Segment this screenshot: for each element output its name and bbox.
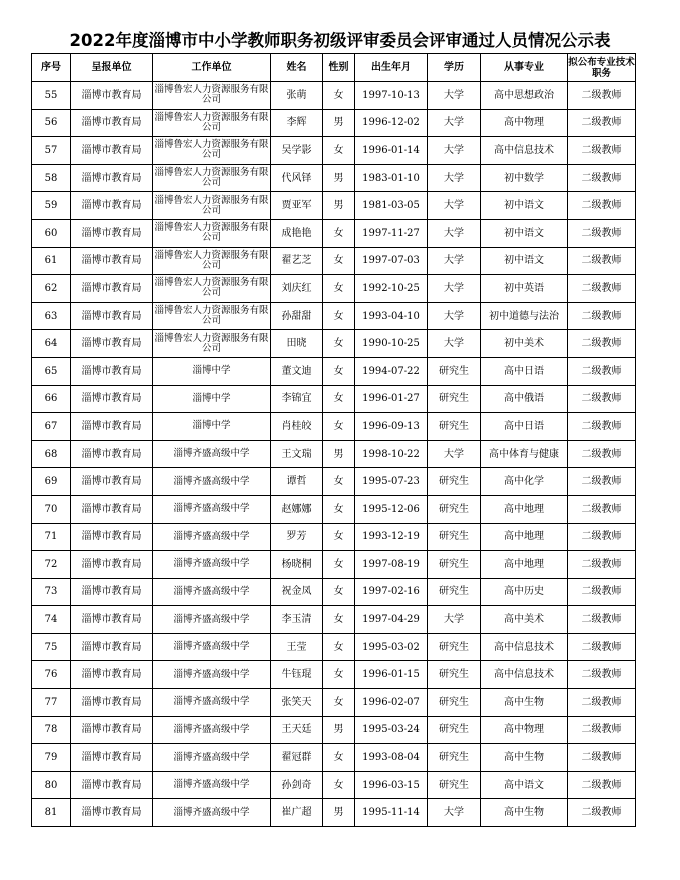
row-number-cell: 81: [32, 799, 71, 827]
table-row: [32, 385, 636, 413]
row-number-cell: 74: [32, 606, 71, 634]
major-cell: 高中生物: [481, 689, 568, 717]
person-name-cell: 孙剑奇: [271, 771, 323, 799]
row-number-cell: 61: [32, 247, 71, 275]
birth-date-cell: 1990-10-25: [355, 330, 428, 358]
row-number-cell: 69: [32, 468, 71, 496]
birth-date-cell: 1993-04-10: [355, 302, 428, 330]
table-row: [32, 551, 636, 579]
table-row: [32, 771, 636, 799]
person-name-cell: 董文迪: [271, 357, 323, 385]
reporting-unit-cell: 淄博市教育局: [71, 551, 153, 579]
work-unit-cell: 淄博齐盛高级中学: [153, 689, 271, 717]
table-row: [32, 716, 636, 744]
reporting-unit-cell: 淄博市教育局: [71, 302, 153, 330]
person-name-cell: 祝金凤: [271, 578, 323, 606]
reporting-unit-cell: 淄博市教育局: [71, 523, 153, 551]
education-cell: 研究生: [428, 744, 481, 772]
major-cell: 高中信息技术: [481, 633, 568, 661]
major-cell: 高中物理: [481, 109, 568, 137]
header-no: 序号: [32, 54, 71, 82]
birth-date-cell: 1997-11-27: [355, 219, 428, 247]
table-row: [32, 606, 636, 634]
table-row: [32, 109, 636, 137]
row-number-cell: 72: [32, 551, 71, 579]
person-name-cell: 贾亚军: [271, 192, 323, 220]
row-number-cell: 80: [32, 771, 71, 799]
major-cell: 初中语文: [481, 247, 568, 275]
gender-cell: 女: [323, 606, 355, 634]
gender-cell: 男: [323, 440, 355, 468]
reporting-unit-cell: 淄博市教育局: [71, 495, 153, 523]
work-unit-cell: 淄博齐盛高级中学: [153, 523, 271, 551]
row-number-cell: 56: [32, 109, 71, 137]
birth-date-cell: 1997-02-16: [355, 578, 428, 606]
education-cell: 研究生: [428, 633, 481, 661]
birth-date-cell: 1993-12-19: [355, 523, 428, 551]
reporting-unit-cell: 淄博市教育局: [71, 771, 153, 799]
header-education: 学历: [428, 54, 481, 82]
header-gender: 性别: [323, 54, 355, 82]
table-header-row: [32, 54, 636, 82]
professional-title-cell: 二级教师: [568, 661, 636, 689]
work-unit-cell: 淄博齐盛高级中学: [153, 551, 271, 579]
reporting-unit-cell: 淄博市教育局: [71, 219, 153, 247]
professional-title-cell: 二级教师: [568, 330, 636, 358]
birth-date-cell: 1996-09-13: [355, 413, 428, 441]
birth-date-cell: 1995-12-06: [355, 495, 428, 523]
table-row: [32, 192, 636, 220]
education-cell: 研究生: [428, 578, 481, 606]
major-cell: 初中道德与法治: [481, 302, 568, 330]
reporting-unit-cell: 淄博市教育局: [71, 247, 153, 275]
birth-date-cell: 1996-03-15: [355, 771, 428, 799]
header-title: 拟公布专业技术职务: [568, 54, 636, 82]
gender-cell: 女: [323, 219, 355, 247]
gender-cell: 男: [323, 716, 355, 744]
table-row: [32, 440, 636, 468]
education-cell: 大学: [428, 219, 481, 247]
professional-title-cell: 二级教师: [568, 495, 636, 523]
professional-title-cell: 二级教师: [568, 523, 636, 551]
professional-title-cell: 二级教师: [568, 716, 636, 744]
work-unit-cell: 淄博齐盛高级中学: [153, 661, 271, 689]
person-name-cell: 张萌: [271, 82, 323, 110]
table-row: [32, 275, 636, 303]
major-cell: 初中语文: [481, 219, 568, 247]
row-number-cell: 73: [32, 578, 71, 606]
row-number-cell: 67: [32, 413, 71, 441]
work-unit-cell: 淄博鲁宏人力资源服务有限公司: [153, 275, 271, 303]
gender-cell: 男: [323, 164, 355, 192]
person-name-cell: 肖桂皎: [271, 413, 323, 441]
birth-date-cell: 1995-03-02: [355, 633, 428, 661]
major-cell: 高中物理: [481, 716, 568, 744]
work-unit-cell: 淄博齐盛高级中学: [153, 633, 271, 661]
professional-title-cell: 二级教师: [568, 302, 636, 330]
education-cell: 大学: [428, 137, 481, 165]
education-cell: 大学: [428, 440, 481, 468]
major-cell: 高中体育与健康: [481, 440, 568, 468]
work-unit-cell: 淄博齐盛高级中学: [153, 578, 271, 606]
person-name-cell: 张笑天: [271, 689, 323, 717]
gender-cell: 男: [323, 109, 355, 137]
work-unit-cell: 淄博中学: [153, 385, 271, 413]
birth-date-cell: 1996-01-27: [355, 385, 428, 413]
gender-cell: 女: [323, 771, 355, 799]
professional-title-cell: 二级教师: [568, 192, 636, 220]
major-cell: 高中地理: [481, 523, 568, 551]
table-body: [32, 82, 636, 827]
reporting-unit-cell: 淄博市教育局: [71, 413, 153, 441]
reporting-unit-cell: 淄博市教育局: [71, 661, 153, 689]
person-name-cell: 李锦宜: [271, 385, 323, 413]
person-name-cell: 王文瑞: [271, 440, 323, 468]
professional-title-cell: 二级教师: [568, 82, 636, 110]
major-cell: 高中历史: [481, 578, 568, 606]
header-major: 从事专业: [481, 54, 568, 82]
person-name-cell: 刘庆红: [271, 275, 323, 303]
education-cell: 研究生: [428, 495, 481, 523]
table-row: [32, 799, 636, 827]
birth-date-cell: 1995-07-23: [355, 468, 428, 496]
gender-cell: 男: [323, 192, 355, 220]
education-cell: 研究生: [428, 413, 481, 441]
birth-date-cell: 1997-08-19: [355, 551, 428, 579]
table-row: [32, 137, 636, 165]
professional-title-cell: 二级教师: [568, 744, 636, 772]
reporting-unit-cell: 淄博市教育局: [71, 357, 153, 385]
major-cell: 高中日语: [481, 357, 568, 385]
table-row: [32, 578, 636, 606]
reporting-unit-cell: 淄博市教育局: [71, 468, 153, 496]
person-name-cell: 孙甜甜: [271, 302, 323, 330]
row-number-cell: 76: [32, 661, 71, 689]
work-unit-cell: 淄博中学: [153, 357, 271, 385]
education-cell: 大学: [428, 192, 481, 220]
major-cell: 高中地理: [481, 551, 568, 579]
table-row: [32, 468, 636, 496]
person-name-cell: 代风铎: [271, 164, 323, 192]
person-name-cell: 罗芳: [271, 523, 323, 551]
education-cell: 研究生: [428, 661, 481, 689]
reporting-unit-cell: 淄博市教育局: [71, 799, 153, 827]
work-unit-cell: 淄博鲁宏人力资源服务有限公司: [153, 247, 271, 275]
row-number-cell: 65: [32, 357, 71, 385]
person-name-cell: 翟艺芝: [271, 247, 323, 275]
birth-date-cell: 1996-02-07: [355, 689, 428, 717]
education-cell: 大学: [428, 330, 481, 358]
professional-title-cell: 二级教师: [568, 109, 636, 137]
education-cell: 大学: [428, 302, 481, 330]
table-row: [32, 164, 636, 192]
table-row: [32, 495, 636, 523]
reporting-unit-cell: 淄博市教育局: [71, 440, 153, 468]
major-cell: 高中信息技术: [481, 661, 568, 689]
table-row: [32, 661, 636, 689]
birth-date-cell: 1996-01-15: [355, 661, 428, 689]
education-cell: 研究生: [428, 551, 481, 579]
gender-cell: 女: [323, 275, 355, 303]
work-unit-cell: 淄博鲁宏人力资源服务有限公司: [153, 109, 271, 137]
major-cell: 高中信息技术: [481, 137, 568, 165]
professional-title-cell: 二级教师: [568, 578, 636, 606]
page-title: 2022年度淄博市中小学教师职务初级评审委员会评审通过人员情况公示表: [69, 31, 611, 50]
gender-cell: 女: [323, 744, 355, 772]
person-name-cell: 王莹: [271, 633, 323, 661]
gender-cell: 女: [323, 578, 355, 606]
birth-date-cell: 1997-10-13: [355, 82, 428, 110]
professional-title-cell: 二级教师: [568, 440, 636, 468]
gender-cell: 女: [323, 413, 355, 441]
professional-title-cell: 二级教师: [568, 164, 636, 192]
table-row: [32, 523, 636, 551]
table-row: [32, 689, 636, 717]
birth-date-cell: 1997-07-03: [355, 247, 428, 275]
table-row: [32, 247, 636, 275]
professional-title-cell: 二级教师: [568, 137, 636, 165]
work-unit-cell: 淄博齐盛高级中学: [153, 799, 271, 827]
work-unit-cell: 淄博鲁宏人力资源服务有限公司: [153, 302, 271, 330]
major-cell: 初中语文: [481, 192, 568, 220]
table-row: [32, 357, 636, 385]
work-unit-cell: 淄博齐盛高级中学: [153, 606, 271, 634]
table-row: [32, 633, 636, 661]
gender-cell: 女: [323, 551, 355, 579]
row-number-cell: 78: [32, 716, 71, 744]
birth-date-cell: 1981-03-05: [355, 192, 428, 220]
work-unit-cell: 淄博鲁宏人力资源服务有限公司: [153, 219, 271, 247]
gender-cell: 女: [323, 357, 355, 385]
header-work-unit: 工作单位: [153, 54, 271, 82]
person-name-cell: 吴学影: [271, 137, 323, 165]
education-cell: 大学: [428, 606, 481, 634]
reporting-unit-cell: 淄博市教育局: [71, 689, 153, 717]
person-name-cell: 李玉清: [271, 606, 323, 634]
work-unit-cell: 淄博齐盛高级中学: [153, 468, 271, 496]
gender-cell: 女: [323, 137, 355, 165]
professional-title-cell: 二级教师: [568, 468, 636, 496]
person-name-cell: 牛钰琨: [271, 661, 323, 689]
reporting-unit-cell: 淄博市教育局: [71, 330, 153, 358]
major-cell: 高中日语: [481, 413, 568, 441]
professional-title-cell: 二级教师: [568, 689, 636, 717]
professional-title-cell: 二级教师: [568, 357, 636, 385]
person-name-cell: 谭哲: [271, 468, 323, 496]
education-cell: 研究生: [428, 523, 481, 551]
row-number-cell: 63: [32, 302, 71, 330]
work-unit-cell: 淄博齐盛高级中学: [153, 440, 271, 468]
work-unit-cell: 淄博齐盛高级中学: [153, 716, 271, 744]
reporting-unit-cell: 淄博市教育局: [71, 109, 153, 137]
major-cell: 初中英语: [481, 275, 568, 303]
birth-date-cell: 1995-03-24: [355, 716, 428, 744]
birth-date-cell: 1996-01-14: [355, 137, 428, 165]
reporting-unit-cell: 淄博市教育局: [71, 716, 153, 744]
row-number-cell: 59: [32, 192, 71, 220]
work-unit-cell: 淄博齐盛高级中学: [153, 744, 271, 772]
education-cell: 研究生: [428, 716, 481, 744]
gender-cell: 女: [323, 661, 355, 689]
person-name-cell: 赵娜娜: [271, 495, 323, 523]
major-cell: 高中思想政治: [481, 82, 568, 110]
education-cell: 大学: [428, 799, 481, 827]
table-row: [32, 219, 636, 247]
reporting-unit-cell: 淄博市教育局: [71, 137, 153, 165]
work-unit-cell: 淄博鲁宏人力资源服务有限公司: [153, 192, 271, 220]
major-cell: 高中化学: [481, 468, 568, 496]
reporting-unit-cell: 淄博市教育局: [71, 744, 153, 772]
gender-cell: 女: [323, 523, 355, 551]
row-number-cell: 60: [32, 219, 71, 247]
person-name-cell: 翟冠群: [271, 744, 323, 772]
gender-cell: 女: [323, 495, 355, 523]
header-name: 姓名: [271, 54, 323, 82]
person-name-cell: 李辉: [271, 109, 323, 137]
table-row: [32, 302, 636, 330]
row-number-cell: 57: [32, 137, 71, 165]
major-cell: 高中地理: [481, 495, 568, 523]
birth-date-cell: 1996-12-02: [355, 109, 428, 137]
education-cell: 研究生: [428, 689, 481, 717]
professional-title-cell: 二级教师: [568, 219, 636, 247]
professional-title-cell: 二级教师: [568, 275, 636, 303]
reporting-unit-cell: 淄博市教育局: [71, 164, 153, 192]
person-name-cell: 王天廷: [271, 716, 323, 744]
row-number-cell: 71: [32, 523, 71, 551]
birth-date-cell: 1993-08-04: [355, 744, 428, 772]
birth-date-cell: 1992-10-25: [355, 275, 428, 303]
person-name-cell: 崔广超: [271, 799, 323, 827]
reporting-unit-cell: 淄博市教育局: [71, 385, 153, 413]
row-number-cell: 58: [32, 164, 71, 192]
major-cell: 高中生物: [481, 744, 568, 772]
gender-cell: 女: [323, 689, 355, 717]
major-cell: 高中俄语: [481, 385, 568, 413]
person-name-cell: 杨晓桐: [271, 551, 323, 579]
table-row: [32, 744, 636, 772]
row-number-cell: 79: [32, 744, 71, 772]
birth-date-cell: 1997-04-29: [355, 606, 428, 634]
gender-cell: 女: [323, 468, 355, 496]
professional-title-cell: 二级教师: [568, 551, 636, 579]
professional-title-cell: 二级教师: [568, 633, 636, 661]
birth-date-cell: 1998-10-22: [355, 440, 428, 468]
reporting-unit-cell: 淄博市教育局: [71, 633, 153, 661]
major-cell: 高中生物: [481, 799, 568, 827]
work-unit-cell: 淄博鲁宏人力资源服务有限公司: [153, 137, 271, 165]
row-number-cell: 77: [32, 689, 71, 717]
gender-cell: 女: [323, 633, 355, 661]
professional-title-cell: 二级教师: [568, 606, 636, 634]
work-unit-cell: 淄博齐盛高级中学: [153, 495, 271, 523]
major-cell: 高中美术: [481, 606, 568, 634]
person-name-cell: 田晓: [271, 330, 323, 358]
major-cell: 高中语文: [481, 771, 568, 799]
gender-cell: 男: [323, 799, 355, 827]
work-unit-cell: 淄博齐盛高级中学: [153, 771, 271, 799]
row-number-cell: 62: [32, 275, 71, 303]
education-cell: 研究生: [428, 771, 481, 799]
professional-title-cell: 二级教师: [568, 247, 636, 275]
work-unit-cell: 淄博鲁宏人力资源服务有限公司: [153, 82, 271, 110]
reporting-unit-cell: 淄博市教育局: [71, 606, 153, 634]
major-cell: 初中数学: [481, 164, 568, 192]
reporting-unit-cell: 淄博市教育局: [71, 578, 153, 606]
row-number-cell: 68: [32, 440, 71, 468]
reporting-unit-cell: 淄博市教育局: [71, 82, 153, 110]
birth-date-cell: 1994-07-22: [355, 357, 428, 385]
header-birth: 出生年月: [355, 54, 428, 82]
education-cell: 研究生: [428, 385, 481, 413]
education-cell: 大学: [428, 247, 481, 275]
work-unit-cell: 淄博中学: [153, 413, 271, 441]
education-cell: 大学: [428, 109, 481, 137]
reporting-unit-cell: 淄博市教育局: [71, 192, 153, 220]
professional-title-cell: 二级教师: [568, 771, 636, 799]
education-cell: 大学: [428, 164, 481, 192]
education-cell: 研究生: [428, 357, 481, 385]
gender-cell: 女: [323, 330, 355, 358]
roster-table: [31, 53, 636, 827]
row-number-cell: 66: [32, 385, 71, 413]
gender-cell: 女: [323, 247, 355, 275]
professional-title-cell: 二级教师: [568, 385, 636, 413]
work-unit-cell: 淄博鲁宏人力资源服务有限公司: [153, 164, 271, 192]
table-row: [32, 82, 636, 110]
gender-cell: 女: [323, 385, 355, 413]
row-number-cell: 75: [32, 633, 71, 661]
birth-date-cell: 1995-11-14: [355, 799, 428, 827]
row-number-cell: 64: [32, 330, 71, 358]
person-name-cell: 成艳艳: [271, 219, 323, 247]
education-cell: 大学: [428, 82, 481, 110]
table-row: [32, 330, 636, 358]
gender-cell: 女: [323, 302, 355, 330]
education-cell: 研究生: [428, 468, 481, 496]
professional-title-cell: 二级教师: [568, 799, 636, 827]
birth-date-cell: 1983-01-10: [355, 164, 428, 192]
major-cell: 初中美术: [481, 330, 568, 358]
row-number-cell: 70: [32, 495, 71, 523]
header-reporting-unit: 呈报单位: [71, 54, 153, 82]
education-cell: 大学: [428, 275, 481, 303]
professional-title-cell: 二级教师: [568, 413, 636, 441]
work-unit-cell: 淄博鲁宏人力资源服务有限公司: [153, 330, 271, 358]
row-number-cell: 55: [32, 82, 71, 110]
gender-cell: 女: [323, 82, 355, 110]
reporting-unit-cell: 淄博市教育局: [71, 275, 153, 303]
table-row: [32, 413, 636, 441]
